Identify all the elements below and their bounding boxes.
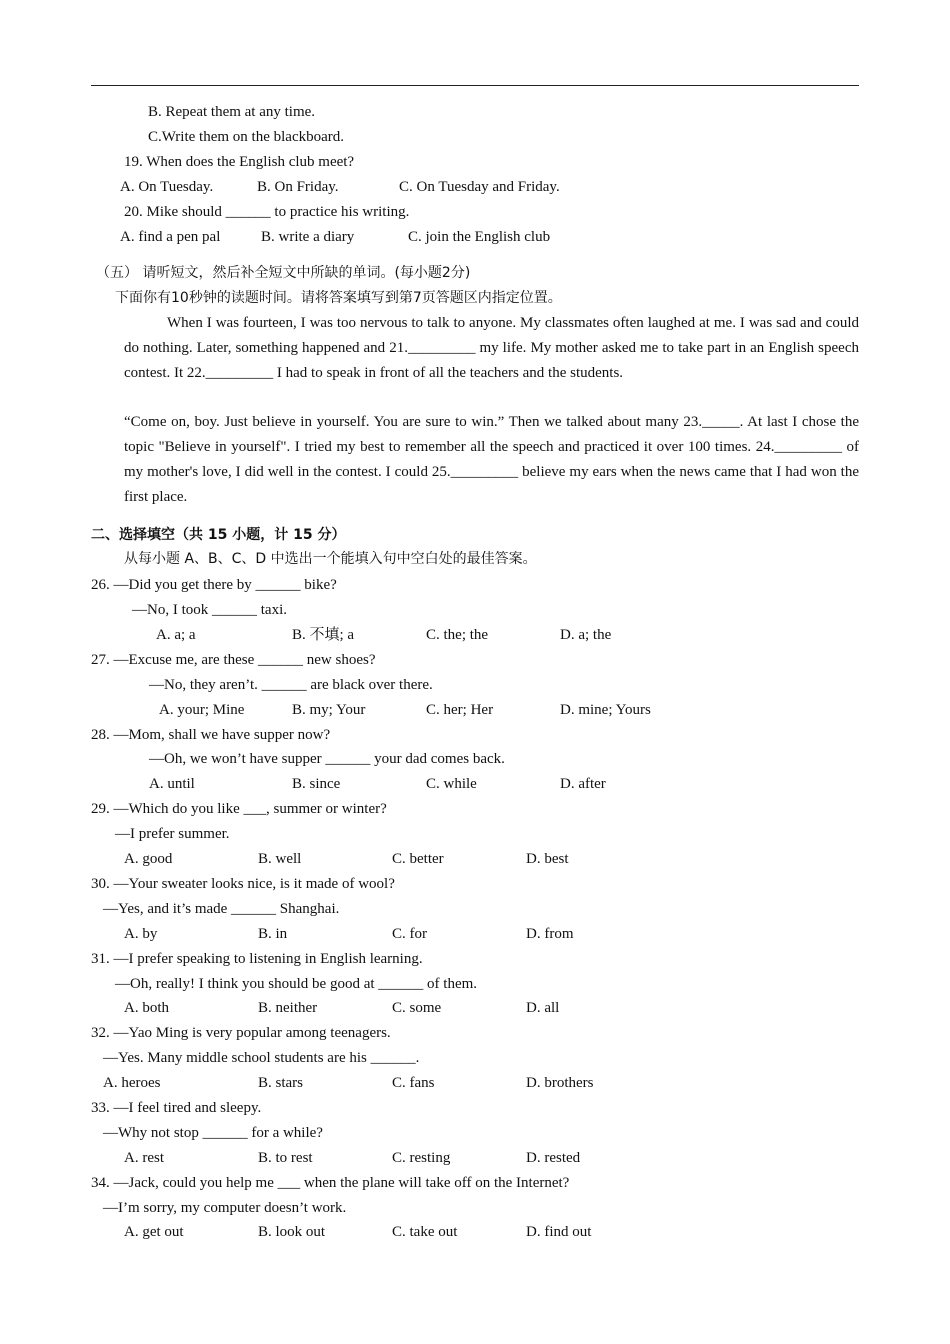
q31-option-a: A. both: [124, 1000, 169, 1016]
header-rule: [91, 85, 859, 86]
q29-response: —I prefer summer.: [115, 826, 230, 842]
q28-option-c: C. while: [426, 776, 477, 792]
q26-option-c: C. the; the: [426, 627, 489, 643]
q28-stem: 28. —Mom, shall we have supper now?: [91, 727, 331, 743]
q29-option-d: D. best: [526, 851, 569, 867]
q34-option-a: A. get out: [124, 1224, 184, 1240]
q31-option-d: D. all: [526, 1000, 560, 1016]
q27-response: —No, they aren’t. ______ are black over there.: [149, 677, 433, 693]
q33-option-b: B. to rest: [258, 1150, 313, 1166]
q32-stem: 32. —Yao Ming is very popular among teenagers.: [91, 1025, 391, 1041]
q20-option-b: B. write a diary: [261, 229, 355, 245]
q27-option-d: D. mine; Yours: [560, 702, 651, 718]
q33-option-d: D. rested: [526, 1150, 581, 1166]
q29-option-b: B. well: [258, 851, 302, 867]
q30-stem: 30. —Your sweater looks nice, is it made of wool?: [91, 876, 395, 892]
q18-option-c: C.Write them on the blackboard.: [148, 129, 345, 145]
q31-option-b: B. neither: [258, 1000, 318, 1016]
q28-response: —Oh, we won’t have supper ______ your dad comes back.: [149, 751, 505, 767]
q30-option-c: C. for: [392, 926, 427, 942]
q20-option-c: C. join the English club: [408, 229, 551, 245]
q29-option-a: A. good: [124, 851, 173, 867]
q26-option-a: A. a; a: [156, 627, 196, 643]
q31-option-c: C. some: [392, 1000, 442, 1016]
q19-option-b: B. On Friday.: [257, 179, 339, 195]
q34-option-d: D. find out: [526, 1224, 592, 1240]
q34-response: —I’m sorry, my computer doesn’t work.: [103, 1200, 347, 1216]
q30-option-b: B. in: [258, 926, 288, 942]
q29-option-c: C. better: [392, 851, 444, 867]
passage-paragraph-1: When I was fourteen, I was too nervous to talk to anyone. My classmates often laughed at me. I was sad and could do nothing. Later, something happened and 21._________ my life. My mother asked me to take part in an English speech contest. It 22._________ I had to speak in front of all the teachers and the students.: [124, 315, 859, 381]
section5-instruction: 下面你有10秒钟的读题时间。请将答案填写到第7页答题区内指定位置。: [115, 290, 562, 306]
passage-paragraph-2: “Come on, boy. Just believe in yourself. You are sure to win.” Then we talked about many 23._____. At last I chose the topic "Believe in yourself". I tried my best to remember all the speech and practiced it over 100 times. 24._________ of my mother's love, I did well in the contest. I could 25._________ believe my ears when the news came that I had won the first place.: [124, 414, 859, 505]
q26-option-d: D. a; the: [560, 627, 612, 643]
q33-option-a: A. rest: [124, 1150, 164, 1166]
q27-option-b: B. my; Your: [292, 702, 366, 718]
q20-stem: 20. Mike should ______ to practice his writing.: [124, 204, 410, 220]
part2-heading: 二、选择填空（共 15 小题，计 15 分）: [91, 527, 346, 543]
q28-option-b: B. since: [292, 776, 341, 792]
q33-stem: 33. —I feel tired and sleepy.: [91, 1100, 262, 1116]
q31-stem: 31. —I prefer speaking to listening in English learning.: [91, 951, 423, 967]
q32-response: —Yes. Many middle school students are his ______.: [103, 1050, 420, 1066]
q26-response: —No, I took ______ taxi.: [132, 602, 287, 618]
q30-option-d: D. from: [526, 926, 574, 942]
q27-stem: 27. —Excuse me, are these ______ new shoes?: [91, 652, 376, 668]
q31-response: —Oh, really! I think you should be good at ______ of them.: [115, 976, 478, 992]
q19-stem: 19. When does the English club meet?: [124, 154, 355, 170]
q30-response: —Yes, and it’s made ______ Shanghai.: [103, 901, 340, 917]
q30-option-a: A. by: [124, 926, 158, 942]
q32-option-c: C. fans: [392, 1075, 435, 1091]
q19-option-a: A. On Tuesday.: [120, 179, 214, 195]
q28-option-d: D. after: [560, 776, 606, 792]
q28-option-a: A. until: [149, 776, 195, 792]
q19-option-c: C. On Tuesday and Friday.: [399, 179, 560, 195]
q34-option-c: C. take out: [392, 1224, 458, 1240]
q32-option-d: D. brothers: [526, 1075, 594, 1091]
q33-option-c: C. resting: [392, 1150, 451, 1166]
q26-option-b: B. 不填; a: [292, 627, 355, 643]
q32-option-b: B. stars: [258, 1075, 303, 1091]
q32-option-a: A. heroes: [103, 1075, 161, 1091]
q29-stem: 29. —Which do you like ___, summer or winter?: [91, 801, 387, 817]
q26-stem: 26. —Did you get there by ______ bike?: [91, 577, 337, 593]
q33-response: —Why not stop ______ for a while?: [103, 1125, 323, 1141]
q27-option-a: A. your; Mine: [159, 702, 245, 718]
section5-heading: （五） 请听短文，然后补全短文中所缺的单词。(每小题2分): [96, 265, 471, 281]
q27-option-c: C. her; Her: [426, 702, 494, 718]
q34-stem: 34. —Jack, could you help me ___ when the plane will take off on the Internet?: [91, 1175, 570, 1191]
part2-instruction: 从每小题 A、B、C、D 中选出一个能填入句中空白处的最佳答案。: [124, 551, 537, 567]
q20-option-a: A. find a pen pal: [120, 229, 221, 245]
q34-option-b: B. look out: [258, 1224, 326, 1240]
q18-option-b: B. Repeat them at any time.: [148, 104, 316, 120]
